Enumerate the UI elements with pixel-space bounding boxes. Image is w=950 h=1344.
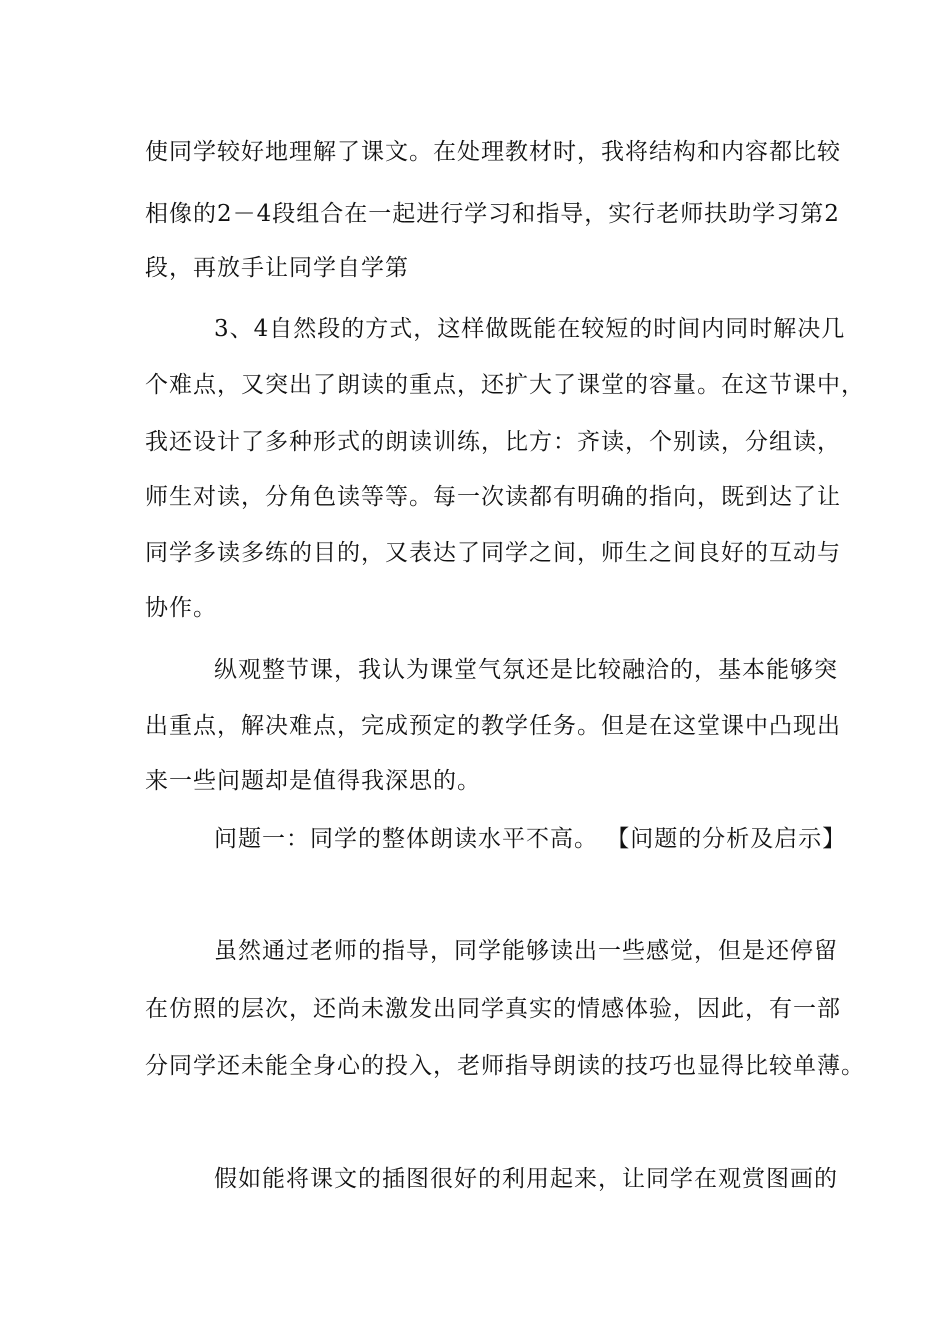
text-line: 使同学较好地理解了课文。在处理教材时，我将结构和内容都比较 [145,139,841,165]
text-line: 我还设计了多种形式的朗读训练，比方：齐读，个别读，分组读， [145,429,841,455]
paragraph-first-line: 虽然通过老师的指导，同学能够读出一些感觉，但是还停留 [214,938,838,964]
text-line: 在仿照的层次，还尚未激发出同学真实的情感体验，因此，有一部 [145,996,841,1022]
text-line: 来一些问题却是值得我深思的。 [145,768,481,794]
text-line: 段，再放手让同学自学第 [145,255,409,281]
text-line: 相像的2－4段组合在一起进行学习和指导，实行老师扶助学习第2 [145,201,840,227]
paragraph-first-line: 纵观整节课，我认为课堂气氛还是比较融洽的，基本能够突 [214,657,838,683]
paragraph-first-line: 3、4自然段的方式，这样做既能在较短的时间内同时解决几 [214,316,846,342]
question-heading: 问题一：同学的整体朗读水平不高。 【问题的分析及启示】 [214,826,847,852]
text-line: 分同学还未能全身心的投入，老师指导朗读的技巧也显得比较单薄。 [145,1053,865,1079]
text-line: 师生对读，分角色读等等。每一次读都有明确的指向，既到达了让 [145,484,841,510]
text-line: 个难点，又突出了朗读的重点，还扩大了课堂的容量。在这节课中， [145,372,865,398]
text-line: 协作。 [145,595,217,621]
text-line: 出重点，解决难点，完成预定的教学任务。但是在这堂课中凸现出 [145,713,841,739]
paragraph-first-line: 假如能将课文的插图很好的利用起来，让同学在观赏图画的 [214,1166,838,1192]
text-line: 同学多读多练的目的，又表达了同学之间，师生之间良好的互动与 [145,540,841,566]
